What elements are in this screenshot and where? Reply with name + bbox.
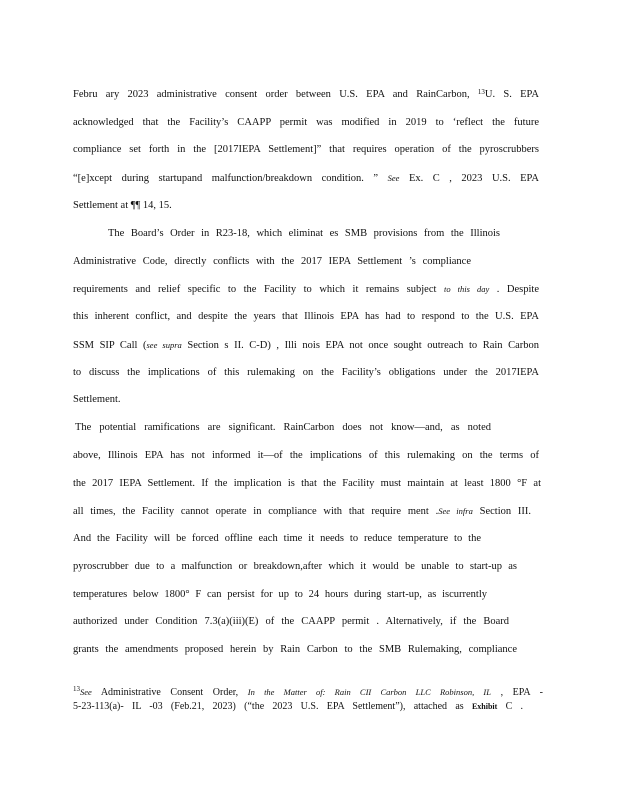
body-line: temperatures below 1800° F can persist for up to 24 hours during start-up, as iscurrently	[73, 589, 487, 600]
body-line: pyroscrubber due to a malfunction or breakdown,after which it would be unable to start-up as	[73, 561, 517, 572]
body-line: authorized under Condition 7.3(a)(iii)(E) of the CAAPP permit . Alternatively, if the Board	[73, 616, 509, 627]
body-line: requirements and relief specific to the Facility to which it remains subject to this day . Despite	[73, 284, 540, 295]
body-line: acknowledged that the Facility’s CAAPP permit was modified in 2019 to ‘reflect the future	[73, 117, 539, 128]
body-line: above, Illinois EPA has not informed it—of the implications of this rulemaking on the terms of	[73, 450, 539, 461]
body-line: Settlement at ¶¶ 14, 15.	[73, 200, 172, 211]
body-line: compliance set forth in the [2017IEPA Settlement]” that requires operation of the pyroscrubbers	[73, 144, 539, 155]
body-line: grants the amendments proposed herein by Rain Carbon to the SMB Rulemaking, compliance	[73, 644, 517, 655]
body-line: Febru ary 2023 administrative consent order between U.S. EPA and RainCarbon, $^{13}$U. S. EPA	[73, 88, 539, 100]
body-line: to discuss the implications of this rulemaking on the Facility’s obligations under the 2017IEPA	[73, 367, 539, 378]
body-line: the 2017 IEPA Settlement. If the implication is that the Facility must maintain at least 1800 °F at	[73, 478, 541, 489]
footnote-reference: 13	[477, 88, 485, 96]
body-line: this inherent conflict, and despite the years that Illinois EPA has had to respond to the U.S. EPA	[73, 311, 539, 322]
body-line: And the Facility will be forced offline each time it needs to reduce temperature to the	[73, 533, 481, 544]
body-line: Settlement.	[73, 394, 121, 405]
body-line: all times, the Facility cannot operate in compliance with that require ment .See infra Section III.	[73, 506, 532, 517]
body-line: The potential ramifications are significant. RainCarbon does not know—and, as noted	[75, 422, 491, 433]
footnote: $^{13}$See Administrative Consent Order, In the Matter of: Rain CII Carbon LLC Robinson, IL , EPA -	[73, 685, 543, 698]
body-line: The Board’s Order in R23-18, which eliminat es SMB provisions from the Illinois	[108, 228, 500, 239]
body-line: Administrative Code, directly conflicts with the 2017 IEPA Settlement ’s compliance	[73, 256, 471, 267]
footnote-line: 5-23-113(a)- IL -03 (Feb.21, 2023) (“the 2023 U.S. EPA Settlement”), attached as Exhibit C .	[73, 701, 524, 712]
body-line: “[e]xcept during startupand malfunction/breakdown condition. ” See Ex. C , 2023 U.S. EPA	[73, 173, 540, 184]
body-line: SSM SIP Call (see supra Section s II. C-D) , Illi nois EPA not once sought outreach to Rain Carbon	[73, 340, 540, 351]
